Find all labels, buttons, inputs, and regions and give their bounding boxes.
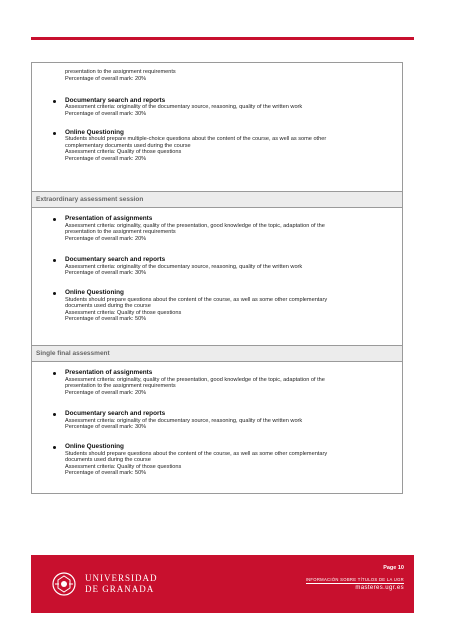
item-title: Online Questioning: [65, 129, 124, 136]
item-title: Online Questioning: [65, 443, 124, 450]
text-line: Assessment criteria: Quality of those questions: [65, 149, 182, 155]
text-line: Assessment criteria: originality, quality of the presentation, good knowledge of the topic, adaptation of the: [65, 222, 325, 229]
text-line: documents used during the course: [65, 303, 151, 309]
text-line: Students should prepare questions about the content of the course, as well as some other complementary: [65, 450, 328, 457]
text-line: Assessment criteria: originality of the documentary source, reasoning, quality of the written work: [65, 263, 303, 270]
text-line: Percentage of overall mark: 50%: [65, 470, 147, 476]
section-header-single-final: Single final assessment: [32, 345, 402, 362]
bullet-icon: [53, 372, 56, 375]
text-line: Percentage of overall mark: 30%: [65, 270, 147, 276]
text-line: Assessment criteria: Quality of those questions: [65, 463, 182, 470]
section-header-extraordinary: Extraordinary assessment session: [32, 191, 402, 208]
text-line: documents used during the course: [65, 457, 151, 463]
item-title: Presentation of assignments: [65, 369, 153, 376]
text-line: Percentage of overall mark: 20%: [65, 155, 147, 162]
text-line: Percentage of overall mark: 20%: [65, 75, 147, 82]
header-rule: [31, 37, 414, 40]
text-line: Percentage of overall mark: 30%: [65, 424, 147, 430]
item-title: Online Questioning: [65, 289, 124, 296]
text-line: Percentage of overall mark: 20%: [65, 235, 147, 242]
university-crest-icon: [51, 571, 77, 597]
text-line: Students should prepare multiple-choice questions about the content of the course, as well as some other: [65, 136, 327, 142]
text-line: Assessment criteria: originality, quality of the presentation, good knowledge of the topic, adaptation of the: [65, 376, 325, 383]
text-line: Assessment criteria: originality of the documentary source, reasoning, quality of the written work: [65, 417, 303, 424]
item-title: Documentary search and reports: [65, 410, 166, 417]
bullet-icon: [53, 100, 56, 103]
item-title: Documentary search and reports: [65, 97, 166, 104]
university-name-line2: DE GRANADA: [85, 584, 155, 594]
bullet-icon: [53, 259, 56, 262]
page-number: Page 10: [383, 565, 404, 571]
item-title: Documentary search and reports: [65, 256, 166, 263]
text-line: presentation to the assignment requirements: [65, 229, 176, 235]
text-line: Assessment criteria: originality of the documentary source, reasoning, quality of the written work: [65, 104, 303, 110]
bullet-icon: [53, 446, 56, 449]
bullet-icon: [53, 132, 56, 135]
bullet-icon: [53, 218, 56, 221]
text-line: Percentage of overall mark: 30%: [65, 110, 147, 117]
text-line: presentation to the assignment requirements: [65, 69, 176, 75]
assessment-table: [31, 62, 403, 494]
text-line: Students should prepare questions about the content of the course, as well as some other complementary: [65, 296, 328, 303]
text-line: Percentage of overall mark: 20%: [65, 389, 147, 396]
info-label: INFORMACIÓN SOBRE TÍTULOS DE LA UGR: [305, 577, 404, 582]
bullet-icon: [53, 413, 56, 416]
bullet-icon: [53, 292, 56, 295]
item-title: Presentation of assignments: [65, 215, 153, 222]
text-line: Assessment criteria: Quality of those questions: [65, 309, 182, 316]
text-line: complementary documents used during the course: [65, 142, 191, 149]
text-line: presentation to the assignment requirements: [65, 383, 176, 389]
page-footer: [31, 555, 414, 613]
website-link[interactable]: masteres.ugr.es: [355, 585, 404, 591]
university-name-line1: UNIVERSIDAD: [85, 573, 158, 583]
text-line: Percentage of overall mark: 50%: [65, 316, 147, 322]
